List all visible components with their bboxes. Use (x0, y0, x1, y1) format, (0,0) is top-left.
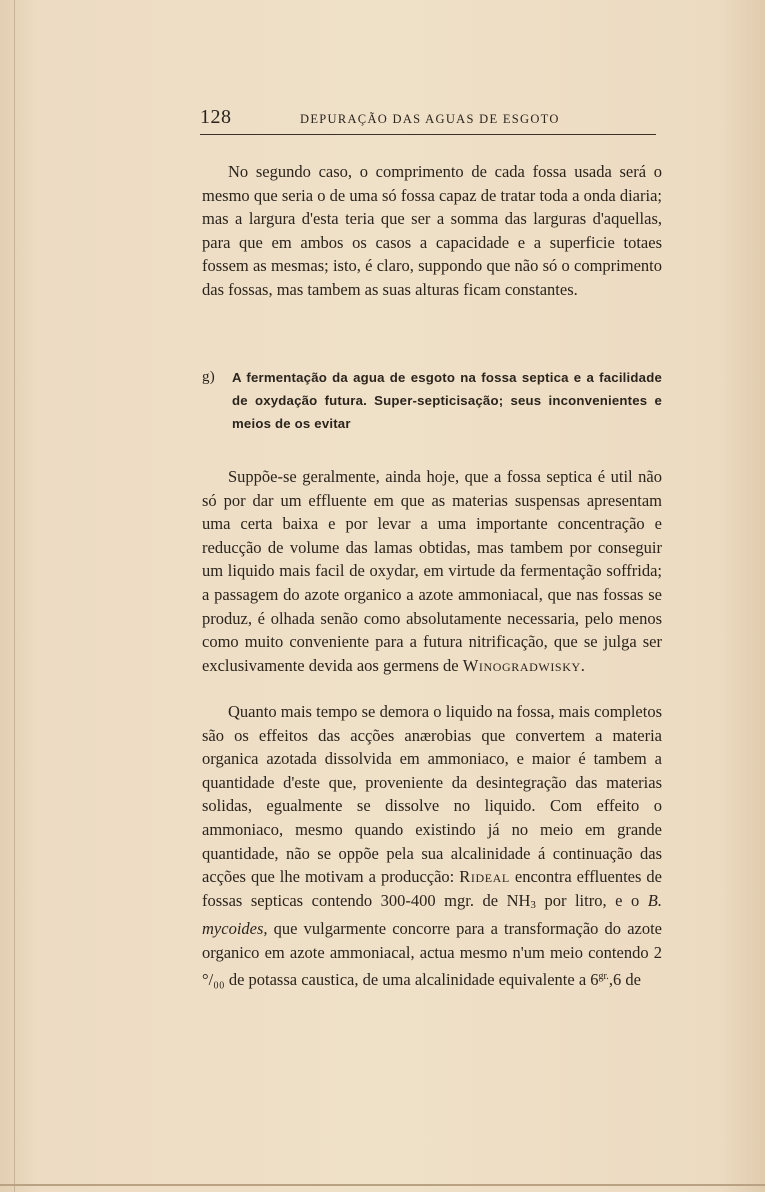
subscript-3: 3 (530, 898, 536, 911)
running-title: DEPURAÇÃO DAS AGUAS DE ESGOTO (300, 112, 560, 126)
paragraph-2-text: Suppõe-se geralmente, ainda hoje, que a fossa septica é util não só por dar um effluente em que as materias suspensas apresentam uma certa baixa e por levar a uma importante concentração e reducção de volume das lamas obtidas, mas tambem por conseguir um liquido mais facil de oxydar, em virtude da fermentação soffrida; a passagem do azote organico a azote ammoniacal, que nas fossas se produz, é olhada senão como absolutamente necessaria, pelo menos como muito conveniente para a futura nitrificação, que se julga ser exclusivamente devida aos germens de (202, 467, 662, 675)
paragraph-1: No segundo caso, o comprimento de cada fossa usada será o mesmo que seria o de uma só fossa capaz de tratar toda a onda diaria; mas a largura d'esta teria que ser a somma das larguras d'aquellas, para que em ambos os casos a capacidade e a superficie totaes fossem as mesmas; isto, é claro, suppondo que não só o comprimento das fossas, mas tambem as suas alturas ficam constantes. (202, 162, 662, 299)
author-name-rideal: Rideal (459, 867, 510, 887)
paragraph-2 (202, 465, 662, 677)
paragraph-3-text-c: por litro, e o (535, 890, 648, 910)
paragraph-3-text-a: Quanto mais tempo se demora o liquido na fossa, mais completos são os effeitos das acções anærobias que convertem a materia organica azotada dissolvida em ammoniaco, e maior é tambem a quantidade d'este que, proveniente da desintegração das materias solidas, egualmente se dissolve no liquido. Com effeito o ammoniaco, mesmo quando existindo já no meio em grande quantidade, não se oppõe pela sua alcalinidade á continuação das acções que lhe motivam a producção: (202, 702, 662, 887)
page-bottom-edge (0, 1184, 765, 1186)
page-left-edge (14, 0, 15, 1192)
superscript-gr: gr. (598, 970, 609, 982)
paragraph-3-text-e: ,6 de (608, 969, 641, 989)
header-rule (200, 134, 656, 135)
species-name: B. mycoides, (202, 890, 662, 939)
author-name-winogradwisky: Winogradwisky (462, 655, 581, 675)
paragraph-3 (202, 700, 662, 991)
section-marker: g) (202, 369, 215, 385)
page-header (200, 106, 656, 130)
paragraph-3-text-b: encontra effluentes de fossas septicas contendo 300-400 mgr. de NH (202, 867, 662, 910)
section-title: A fermentação da agua de esgoto na fossa septica e a facilidade de oxydação futura. Super-septicisação; seus inconvenientes e meios de os evitar (232, 370, 662, 431)
page-number: 128 (200, 106, 232, 128)
paragraph-2-end: . (580, 655, 585, 675)
section-heading (202, 366, 662, 435)
paragraph-3-text-d: que vulgarmente concorre para a transformação do azote organico em azote ammoniacal, actua mesmo n'um meio contendo 2 °/₀₀ de potassa caustica, de uma alcalinidade equivalente a 6 (202, 919, 662, 989)
